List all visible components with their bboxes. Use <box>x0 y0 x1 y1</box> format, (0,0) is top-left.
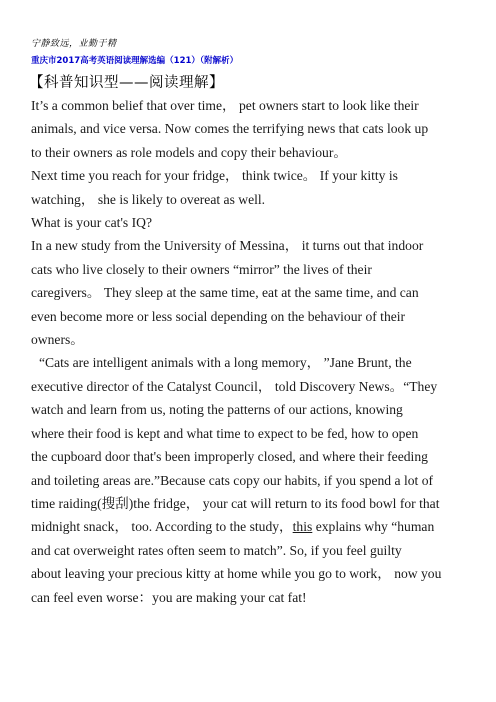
text-line: the cupboard door that's been improperly closed, and where their feeding <box>31 449 428 465</box>
text-fragment: explains why “human <box>312 519 435 535</box>
paragraph-2 <box>31 164 467 211</box>
text-line: can feel even worse：you are making your cat fat! <box>31 589 307 605</box>
text-line: watch and learn from us, noting the patterns of our actions, knowing <box>31 402 403 418</box>
text-line: In a new study from the University of Messina， it turns out that indoor <box>31 238 424 254</box>
text-line: about leaving your precious kitty at home while you go to work， now you <box>31 566 442 582</box>
text-line: owners。 <box>31 332 84 348</box>
text-fragment: midnight snack， too. According to the study， <box>31 519 293 535</box>
text-line: where their food is kept and what time to expect to be fed, how to open <box>31 425 419 441</box>
text-line: executive director of the Catalyst Council， told Discovery News。“They <box>31 378 438 394</box>
paragraph-1 <box>31 94 467 164</box>
text-line: and toileting areas are.”Because cats copy our habits, if you spend a lot of <box>31 472 434 488</box>
text-line: It’s a common belief that over time， pet owners start to look like their <box>31 98 419 113</box>
text-line: even become more or less social depending on the behaviour of their <box>31 308 406 324</box>
underlined-word-this: this <box>292 519 313 535</box>
text-line: and cat overweight rates often seem to match”. So, if you feel guilty <box>31 542 402 558</box>
text-line: watching， she is likely to overeat as well. <box>31 191 266 207</box>
text-line-with-underline <box>31 515 467 538</box>
text-line: “Cats are intelligent animals with a long memory， ”Jane Brunt, the <box>39 355 412 371</box>
subheading <box>31 211 467 234</box>
paragraph-4 <box>31 351 467 608</box>
text-line: Next time you reach for your fridge， think twice。 If your kitty is <box>31 168 398 184</box>
text-line: animals, and vice versa. Now comes the terrifying news that cats look up <box>31 121 429 137</box>
text-line: caregivers。 They sleep at the same time, eat at the same time, and can <box>31 285 419 301</box>
header-motto: 宁静致远，业勤于精 <box>31 39 117 49</box>
text-line: cats who live closely to their owners “mirror” the lives of their <box>31 261 372 277</box>
text-line: What is your cat's IQ? <box>31 215 152 231</box>
document-title: 重庆市2017高考英语阅读理解选编（121）（附解析） <box>31 56 239 66</box>
section-heading: 【科普知识型——阅读理解】 <box>29 75 224 91</box>
text-line: time raiding(搜刮)the fridge， your cat will return to its food bowl for that <box>31 495 440 511</box>
text-line: to their owners as role models and copy their behaviour。 <box>31 144 347 160</box>
article-body <box>31 94 467 609</box>
paragraph-3 <box>31 234 467 351</box>
